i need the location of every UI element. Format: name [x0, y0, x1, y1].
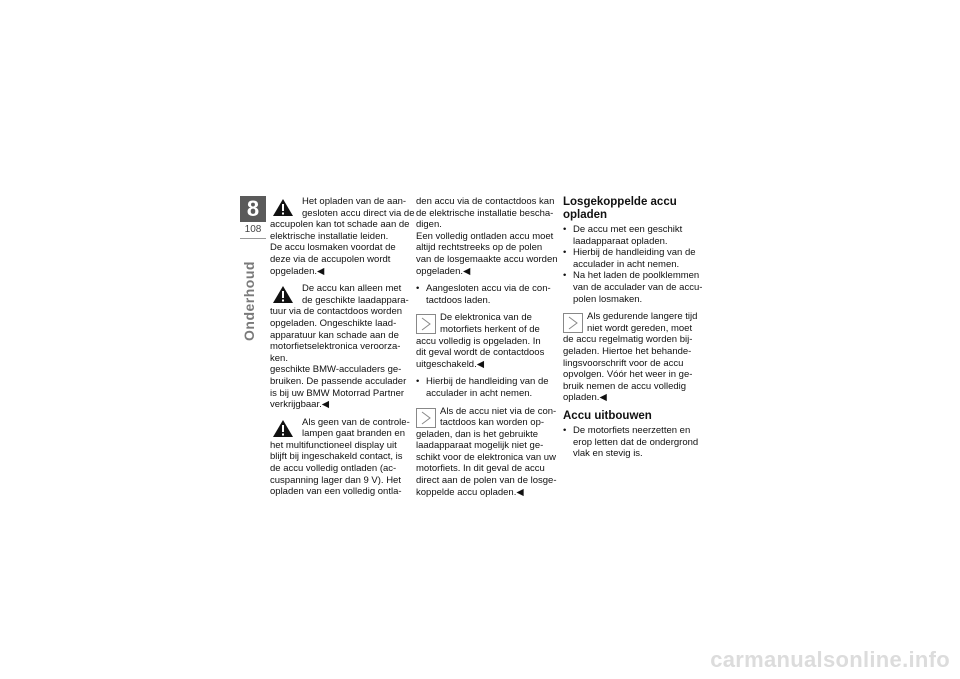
text-line: ken. — [270, 352, 288, 364]
text-line: acculader in acht nemen. — [573, 258, 680, 270]
note-icon — [416, 314, 436, 334]
text-line: geladen. Hiertoe het behande- — [563, 345, 692, 357]
note-block-3 — [563, 311, 698, 404]
text-line: lampen gaat branden en — [302, 428, 405, 440]
text-line: Als gedurende langere tijd — [587, 311, 698, 323]
text-line: de accu volledig ontladen (ac- — [270, 463, 397, 475]
text-line: gesloten accu direct via de — [302, 207, 415, 219]
text-line: schikt voor de elektronica van uw — [416, 451, 556, 463]
text-line: motorfiets herkent of de — [440, 323, 540, 335]
column-1 — [270, 196, 415, 498]
text-line: het multifunctioneel display uit — [270, 439, 397, 451]
text-line: van de losgemaakte accu worden — [416, 253, 558, 265]
warning-icon — [272, 198, 294, 217]
bullet-item — [563, 425, 698, 460]
text-line: niet wordt gereden, moet — [587, 322, 693, 334]
text-line: deze via de accupolen wordt — [270, 253, 391, 265]
bullet-item — [563, 270, 703, 305]
note-icon — [416, 408, 436, 428]
bullet-mark: • — [563, 424, 567, 436]
text-line: tactdoos kan worden op- — [440, 417, 545, 429]
text-line: geschikte BMW-acculaders ge- — [270, 364, 402, 376]
page-number: 108 — [244, 224, 262, 235]
text-line: accupolen kan tot schade aan de — [270, 219, 410, 231]
text-line: De motorfiets neerzetten en — [573, 424, 691, 436]
text-line: accu volledig is opgeladen. In — [416, 335, 541, 347]
text-line: altijd rechtstreeks op de polen — [416, 242, 543, 254]
text-line: Aangesloten accu via de con- — [426, 283, 551, 295]
bullet-mark: • — [416, 283, 420, 295]
text-line: koppelde accu opladen.◀ — [416, 486, 524, 498]
text-line: motorfietselektronica veroorza- — [270, 341, 401, 353]
bullet-item — [416, 376, 554, 399]
text-line: de elektrische installatie bescha- — [416, 207, 554, 219]
text-line: Een volledig ontladen accu moet — [416, 230, 554, 242]
text-line: de geschikte laadappara- — [302, 294, 409, 306]
warning-block-1 — [270, 196, 415, 277]
warning-block-2 — [270, 283, 409, 411]
text-line: is bij uw BMW Motorrad Partner — [270, 387, 405, 399]
note-block-2 — [416, 405, 557, 499]
text-line: De accu met een geschikt — [573, 224, 683, 235]
column-3 — [563, 196, 703, 460]
bullet-mark: • — [563, 224, 567, 235]
text-line: Als geen van de controle- — [302, 416, 410, 428]
bullet-item — [563, 247, 698, 270]
text-line: De accu kan alleen met — [302, 283, 402, 295]
tab-divider — [240, 238, 266, 239]
text-line: acculader in acht nemen. — [426, 387, 533, 399]
text-line: lingsvoorschrift voor de accu — [563, 357, 684, 369]
bullet-item — [563, 224, 698, 247]
text-line: opgeladen.◀ — [270, 265, 325, 277]
warning-icon — [272, 285, 294, 304]
text-line: De accu losmaken voordat de — [270, 242, 396, 254]
text-line: Als de accu niet via de con- — [440, 405, 557, 417]
text-line: geladen, dan is het gebruikte — [416, 428, 539, 440]
text-line: opgeladen. Ongeschikte laad- — [270, 317, 397, 329]
text-line: apparatuur kan schade aan de — [270, 329, 399, 341]
note-icon — [563, 313, 583, 333]
paragraph — [416, 196, 558, 277]
text-line: van de acculader van de accu- — [573, 281, 703, 293]
note-block-1 — [416, 312, 554, 370]
watermark: carmanualsonline.info — [710, 647, 950, 672]
text-line: blijft bij ingeschakeld contact, is — [270, 451, 403, 463]
bullet-item — [416, 283, 554, 306]
text-line: opgeladen.◀ — [416, 265, 471, 277]
chapter-number: 8 — [240, 196, 266, 222]
text-line: polen losmaken. — [573, 293, 643, 305]
text-line: uitgeschakeld.◀ — [416, 358, 485, 370]
section-heading — [563, 410, 698, 423]
text-line: direct aan de polen van de losge- — [416, 475, 557, 487]
text-line: laadapparaat opladen. — [573, 235, 668, 247]
text-line: bruik nemen de accu volledig — [563, 380, 687, 392]
heading-line: opladen — [563, 209, 608, 221]
bullet-mark: • — [563, 247, 567, 259]
text-line: de accu regelmatig worden bij- — [563, 334, 693, 346]
column-2 — [416, 196, 558, 498]
text-line: erop letten dat de ondergrond — [573, 436, 699, 448]
heading-line: Losgekoppelde accu — [563, 196, 677, 208]
bullet-mark: • — [416, 376, 420, 388]
text-line: Na het laden de poolklemmen — [573, 270, 700, 282]
text-line: opvolgen. Vóór het weer in ge- — [563, 369, 693, 381]
text-line: den accu via de contactdoos kan — [416, 196, 555, 207]
text-line: Het opladen van de aan- — [302, 196, 407, 207]
text-line: tactdoos laden. — [426, 294, 491, 306]
heading-line: Accu uitbouwen — [563, 409, 652, 422]
text-line: verkrijgbaar.◀ — [270, 399, 330, 411]
text-line: opladen van een volledig ontla- — [270, 486, 402, 498]
text-line: Hierbij de handleiding van de — [573, 247, 696, 259]
warning-icon — [272, 419, 294, 438]
text-line: elektrische installatie leiden. — [270, 230, 389, 242]
text-line: opladen.◀ — [563, 392, 607, 404]
text-line: digen. — [416, 219, 442, 231]
text-line: vlak en stevig is. — [573, 448, 643, 460]
bullet-mark: • — [563, 270, 567, 282]
text-line: cuspanning lager dan 9 V). Het — [270, 474, 401, 486]
text-line: laadapparaat mogelijk niet ge- — [416, 440, 544, 452]
text-line: tuur via de contactdoos worden — [270, 306, 403, 318]
section-heading — [563, 196, 698, 222]
section-title: Onderhoud — [241, 261, 257, 341]
text-line: motorfiets. In dit geval de accu — [416, 463, 545, 475]
text-line: De elektronica van de — [440, 312, 532, 324]
warning-block-3 — [270, 416, 410, 498]
text-line: bruiken. De passende acculader — [270, 375, 407, 387]
text-line: Hierbij de handleiding van de — [426, 376, 549, 388]
text-line: dit geval wordt de contactdoos — [416, 347, 545, 359]
